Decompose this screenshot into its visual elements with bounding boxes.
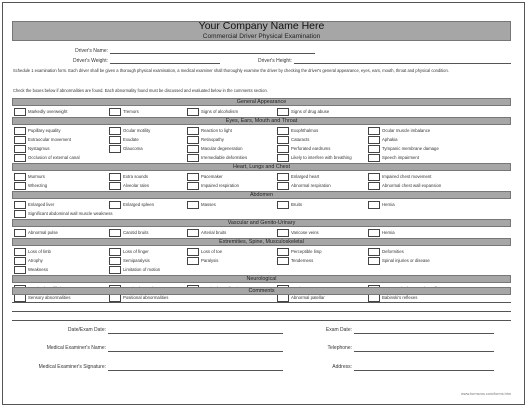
check-item[interactable] bbox=[14, 257, 109, 265]
checkbox[interactable] bbox=[187, 257, 199, 265]
check-item-label: Spinal injuries or disease bbox=[382, 258, 430, 263]
examiner-name-label: Medical Examiner's Name: bbox=[46, 345, 106, 351]
check-item[interactable] bbox=[14, 154, 109, 162]
checkbox[interactable] bbox=[109, 145, 121, 153]
check-item[interactable] bbox=[109, 266, 279, 274]
check-item-label: Alveolar rales bbox=[123, 183, 150, 188]
telephone-label: Telephone: bbox=[327, 345, 352, 351]
driver-weight-label: Driver's Weight: bbox=[72, 58, 108, 64]
check-item[interactable] bbox=[368, 145, 508, 153]
checkbox[interactable] bbox=[277, 154, 289, 162]
checkbox[interactable] bbox=[14, 201, 26, 209]
examiner-name-field[interactable] bbox=[108, 351, 283, 352]
check-item-label: Extra sounds bbox=[123, 174, 149, 179]
checkbox[interactable] bbox=[109, 108, 121, 116]
checkbox[interactable] bbox=[368, 182, 380, 190]
checkbox[interactable] bbox=[277, 201, 289, 209]
check-item[interactable] bbox=[368, 248, 508, 256]
check-item-label: Loss of finger bbox=[123, 249, 149, 254]
check-item[interactable] bbox=[277, 229, 372, 237]
check-item[interactable] bbox=[277, 136, 372, 144]
checkbox[interactable] bbox=[14, 145, 26, 153]
checkbox[interactable] bbox=[368, 136, 380, 144]
checkbox[interactable] bbox=[187, 201, 199, 209]
checkbox[interactable] bbox=[277, 257, 289, 265]
check-item-label: Deformities bbox=[382, 249, 404, 254]
check-item-label: Pacemaker bbox=[201, 174, 223, 179]
check-item[interactable] bbox=[187, 136, 282, 144]
checkbox[interactable] bbox=[368, 248, 380, 256]
check-item[interactable] bbox=[368, 294, 508, 302]
checkbox[interactable] bbox=[368, 229, 380, 237]
check-item-label: Ocular muscle imbalance bbox=[382, 128, 431, 133]
check-item-label: Impaired chest movement bbox=[382, 174, 432, 179]
check-item-label: Markedly overweight bbox=[28, 109, 68, 114]
check-item-label: Sensory abnormalities bbox=[28, 295, 71, 300]
check-item-label: Impaired respiration bbox=[201, 183, 239, 188]
checkbox[interactable] bbox=[277, 108, 289, 116]
check-item[interactable] bbox=[187, 127, 282, 135]
check-item[interactable] bbox=[277, 201, 372, 209]
check-item-label: Semiparalysis bbox=[123, 258, 150, 263]
check-item-label: Enlarged heart bbox=[291, 174, 320, 179]
check-item-label: Glaucoma bbox=[123, 146, 143, 151]
driver-weight-field[interactable] bbox=[110, 63, 220, 64]
check-item[interactable] bbox=[277, 145, 372, 153]
check-item-label: Irremediable deformities bbox=[201, 155, 248, 160]
checkbox[interactable] bbox=[187, 108, 199, 116]
exam-date-field[interactable] bbox=[354, 333, 494, 334]
check-item[interactable] bbox=[109, 294, 204, 302]
checkbox[interactable] bbox=[109, 127, 121, 135]
check-item-label: Ocular motility bbox=[123, 128, 151, 133]
check-item-label: Nystagmus bbox=[28, 146, 50, 151]
check-item-label: Retinopathy bbox=[201, 137, 224, 142]
driver-name-label: Driver's Name: bbox=[75, 48, 108, 54]
check-item-label: Signs of alcoholism bbox=[201, 109, 239, 114]
check-item[interactable] bbox=[368, 154, 508, 162]
check-item-label: Hernia bbox=[382, 202, 395, 207]
checkbox[interactable] bbox=[187, 229, 199, 237]
section-heading-general-appearance: General Appearance bbox=[12, 98, 511, 106]
checkbox[interactable] bbox=[109, 294, 121, 302]
check-item-label: Abnormal respiration bbox=[291, 183, 331, 188]
checkbox[interactable] bbox=[109, 201, 121, 209]
check-item-label: Cataracts bbox=[291, 137, 310, 142]
check-item-label: Carotid bruits bbox=[123, 230, 149, 235]
checkbox[interactable] bbox=[109, 136, 121, 144]
checkbox[interactable] bbox=[14, 266, 26, 274]
check-item[interactable] bbox=[14, 145, 109, 153]
checkbox[interactable] bbox=[277, 173, 289, 181]
check-item[interactable] bbox=[187, 257, 282, 265]
check-item[interactable] bbox=[14, 201, 109, 209]
check-item[interactable] bbox=[14, 229, 109, 237]
driver-height-label: Driver's Height: bbox=[257, 58, 292, 64]
check-item-label: Atrophy bbox=[28, 258, 43, 263]
section-heading-neurological: Neurological bbox=[12, 275, 511, 283]
check-item-label: Speech impairment bbox=[382, 155, 420, 160]
check-item-label: Exudate bbox=[123, 137, 139, 142]
checkbox[interactable] bbox=[109, 248, 121, 256]
instructions-paragraph-2: Check the boxes below if abnormalities are found. Each abnormality found must be discussed and evaluated below in the comments section. bbox=[13, 88, 268, 93]
checkbox[interactable] bbox=[109, 173, 121, 181]
check-item-label: Macular degeneration bbox=[201, 146, 243, 151]
examiner-signature-field[interactable] bbox=[108, 370, 283, 371]
check-item[interactable] bbox=[187, 145, 282, 153]
exam-date-label: Exam Date: bbox=[325, 327, 352, 333]
checkbox[interactable] bbox=[277, 294, 289, 302]
checkbox[interactable] bbox=[277, 182, 289, 190]
check-item[interactable] bbox=[277, 294, 372, 302]
check-item[interactable] bbox=[187, 173, 282, 181]
check-item-label: Varicose veins bbox=[291, 230, 319, 235]
check-item[interactable] bbox=[277, 257, 372, 265]
check-item-label: Babinski's reflexes bbox=[382, 295, 418, 300]
checkbox[interactable] bbox=[109, 182, 121, 190]
check-item-label: Pupillary equality bbox=[28, 128, 61, 133]
instructions-paragraph-1: Schedule 1 examination form. Each driver shall be given a thorough physical examination, a medical examiner shall thoroughly examine the driver by checking the driver's general appearance, eyes, ears, mouth, throat and physical condition. bbox=[13, 68, 449, 73]
check-item[interactable] bbox=[14, 182, 109, 190]
check-item[interactable] bbox=[14, 248, 109, 256]
address-label: Address: bbox=[332, 364, 352, 370]
check-item[interactable] bbox=[14, 108, 109, 116]
checkbox[interactable] bbox=[187, 182, 199, 190]
driver-name-field[interactable] bbox=[110, 53, 315, 54]
check-item[interactable] bbox=[14, 173, 109, 181]
checkbox[interactable] bbox=[109, 229, 121, 237]
check-item[interactable] bbox=[14, 127, 109, 135]
check-item-label: Extraocular movement bbox=[28, 137, 71, 142]
check-item[interactable] bbox=[187, 182, 282, 190]
section-heading-abdomen: Abdomen bbox=[12, 191, 511, 199]
telephone-field[interactable] bbox=[354, 351, 494, 352]
check-item[interactable] bbox=[368, 182, 508, 190]
check-item[interactable] bbox=[187, 248, 282, 256]
section-heading-extremities: Extremities, Spine, Musculoskeletal bbox=[12, 238, 511, 246]
check-item-label: Aphakia bbox=[382, 137, 398, 142]
checkbox[interactable] bbox=[187, 173, 199, 181]
form-title: Commercial Driver Physical Examination bbox=[202, 33, 321, 40]
checkbox[interactable] bbox=[368, 154, 380, 162]
check-item[interactable] bbox=[14, 266, 109, 274]
checkbox[interactable] bbox=[14, 136, 26, 144]
check-item-label: Wheezing bbox=[28, 183, 48, 188]
checkbox[interactable] bbox=[109, 266, 121, 274]
checkbox[interactable] bbox=[277, 248, 289, 256]
comment-line[interactable] bbox=[12, 311, 511, 312]
checkbox[interactable] bbox=[368, 127, 380, 135]
check-item[interactable] bbox=[368, 136, 508, 144]
check-item[interactable] bbox=[187, 229, 282, 237]
checkbox[interactable] bbox=[368, 294, 380, 302]
check-item-label: Enlarged spleen bbox=[123, 202, 155, 207]
check-item-label: Loss of toe bbox=[201, 249, 223, 254]
checkbox[interactable] bbox=[277, 145, 289, 153]
checkbox[interactable] bbox=[187, 248, 199, 256]
check-item-label: Occlusion of external canal bbox=[28, 155, 80, 160]
check-item[interactable] bbox=[368, 229, 508, 237]
checkbox[interactable] bbox=[14, 154, 26, 162]
check-item[interactable] bbox=[187, 154, 282, 162]
checkbox[interactable] bbox=[14, 173, 26, 181]
check-item-label: Masses bbox=[201, 202, 216, 207]
check-item[interactable] bbox=[187, 201, 282, 209]
check-item-label: Paralysis bbox=[201, 258, 219, 263]
check-item[interactable] bbox=[368, 201, 508, 209]
date-field[interactable] bbox=[108, 333, 283, 334]
check-item[interactable] bbox=[277, 154, 372, 162]
check-item[interactable] bbox=[14, 136, 109, 144]
check-item-label: Hernia bbox=[382, 230, 395, 235]
check-item-label: Loss of limb bbox=[28, 249, 51, 254]
comments-heading: Comments bbox=[12, 287, 511, 295]
driver-height-field[interactable] bbox=[294, 63, 511, 64]
check-item-label: Abnormal chest wall expansion bbox=[382, 183, 442, 188]
checkbox[interactable] bbox=[109, 257, 121, 265]
check-item-label: Likely to interfere with breathing bbox=[291, 155, 352, 160]
checkbox[interactable] bbox=[14, 229, 26, 237]
check-item-label: Reaction to light bbox=[201, 128, 232, 133]
check-item-label: Tenderness bbox=[291, 258, 314, 263]
checkbox[interactable] bbox=[14, 210, 26, 218]
checkbox[interactable] bbox=[368, 257, 380, 265]
company-name: Your Company Name Here bbox=[198, 20, 325, 32]
checkbox[interactable] bbox=[187, 127, 199, 135]
check-item-label: Bruits bbox=[291, 202, 302, 207]
checkbox[interactable] bbox=[14, 108, 26, 116]
check-item[interactable] bbox=[14, 210, 184, 218]
checkbox[interactable] bbox=[14, 248, 26, 256]
date-label: Date/Exam Date: bbox=[67, 327, 106, 333]
checkbox[interactable] bbox=[14, 294, 26, 302]
checkbox[interactable] bbox=[368, 201, 380, 209]
check-item[interactable] bbox=[368, 127, 508, 135]
comment-line[interactable] bbox=[12, 302, 511, 303]
section-heading-vascular: Vascular and Genito-Urinary bbox=[12, 219, 511, 227]
checkbox[interactable] bbox=[14, 182, 26, 190]
check-item[interactable] bbox=[277, 173, 372, 181]
check-item-label: Tremors bbox=[123, 109, 139, 114]
checkbox[interactable] bbox=[187, 136, 199, 144]
checkbox[interactable] bbox=[187, 145, 199, 153]
check-item-label: Enlarged liver bbox=[28, 202, 55, 207]
check-item[interactable] bbox=[277, 182, 372, 190]
examiner-signature-label: Medical Examiner's Signature: bbox=[38, 364, 106, 370]
address-field[interactable] bbox=[354, 370, 494, 371]
checkbox[interactable] bbox=[368, 173, 380, 181]
check-item-label: Signs of drug abuse bbox=[291, 109, 330, 114]
check-item[interactable] bbox=[368, 257, 508, 265]
checkbox[interactable] bbox=[277, 136, 289, 144]
check-item-label: Abnormal patellar bbox=[291, 295, 325, 300]
checkbox[interactable] bbox=[187, 154, 199, 162]
footer-note: www.formsrus.com/forms.htm bbox=[461, 392, 511, 396]
check-item-label: Abnormal pulse bbox=[28, 230, 58, 235]
check-item-label: Tympanic membrane damage bbox=[382, 146, 439, 151]
check-item[interactable] bbox=[14, 294, 109, 302]
check-item[interactable] bbox=[277, 248, 372, 256]
check-item-label: Limitation of motion bbox=[123, 267, 161, 272]
check-item-label: Positional abnormalities bbox=[123, 295, 169, 300]
check-item-label: Perforated eardrums bbox=[291, 146, 331, 151]
check-item-label: Exophthalmos bbox=[291, 128, 319, 133]
check-item-label: Arterial bruits bbox=[201, 230, 227, 235]
section-heading-heart-lungs: Heart, Lungs and Chest bbox=[12, 163, 511, 171]
check-item[interactable] bbox=[277, 127, 372, 135]
check-item-label: Perceptible limp bbox=[291, 249, 322, 254]
checkbox[interactable] bbox=[14, 127, 26, 135]
check-item[interactable] bbox=[277, 108, 372, 116]
check-item-label: Weakness bbox=[28, 267, 48, 272]
check-item-label: Murmurs bbox=[28, 174, 45, 179]
section-heading-eyes-ears: Eyes, Ears, Mouth and Throat bbox=[12, 117, 511, 125]
checkbox[interactable] bbox=[277, 229, 289, 237]
checkbox[interactable] bbox=[277, 127, 289, 135]
check-item[interactable] bbox=[187, 108, 282, 116]
check-item-label: Significant abdominal wall muscle weakness bbox=[28, 211, 113, 216]
checkbox[interactable] bbox=[368, 145, 380, 153]
checkbox[interactable] bbox=[14, 257, 26, 265]
check-item[interactable] bbox=[368, 173, 508, 181]
comment-line[interactable] bbox=[12, 320, 511, 321]
